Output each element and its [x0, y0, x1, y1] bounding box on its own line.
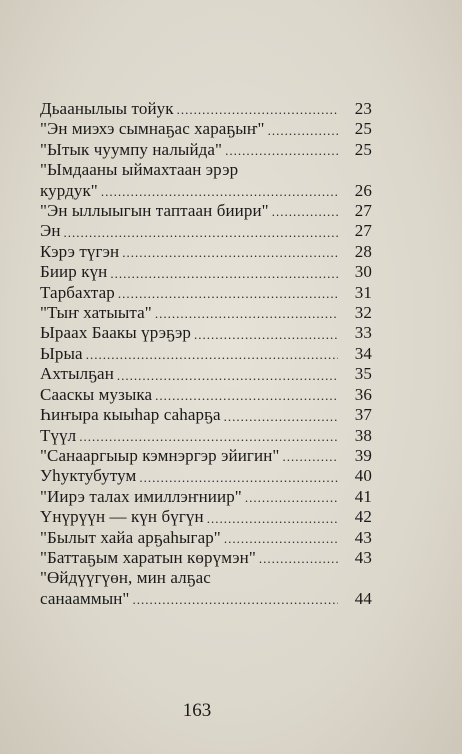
- toc-entry-title-continued: санааммын": [40, 588, 130, 608]
- toc-entry-page: 39: [354, 445, 372, 465]
- dot-leader: [282, 448, 338, 466]
- toc-entry-page: 31: [354, 282, 372, 302]
- toc-entry-title: "Иирэ талах имиллэҥниир": [40, 486, 242, 506]
- toc-entry-page: 38: [354, 425, 372, 445]
- page-number: 163: [182, 700, 212, 721]
- toc-entry-page: 23: [354, 99, 372, 118]
- toc-entry-page: 43: [354, 547, 372, 567]
- dot-leader: [194, 326, 338, 344]
- toc-entry: [40, 446, 372, 466]
- toc-entry: [40, 262, 372, 282]
- toc-entry-title: Ыраах Баакы үрэҕэр: [40, 323, 192, 343]
- toc-entry-title: "Тыҥ хатыыта": [40, 303, 152, 323]
- toc-entry-page: 30: [354, 262, 372, 282]
- dot-leader: [225, 142, 338, 160]
- toc-entry-title: Ырыа: [40, 343, 83, 363]
- toc-entry-title: "Ытык чуумпу налыйда": [40, 139, 223, 159]
- toc-entry-title: Кэрэ түгэн: [40, 241, 120, 261]
- toc-entry: [40, 221, 372, 241]
- toc-entry-title: "Санааргыыр кэмнэргэр эйигин": [40, 445, 280, 465]
- toc-entry: [40, 160, 372, 201]
- dot-leader: [177, 101, 338, 119]
- toc-entry-title: Сааскы музыка: [40, 384, 153, 404]
- toc-entry-page: 43: [354, 527, 372, 547]
- dot-leader: [86, 346, 338, 364]
- dot-leader: [207, 510, 338, 528]
- toc-entry: [40, 303, 372, 323]
- dot-leader: [268, 122, 338, 140]
- toc-entry-page: 25: [354, 139, 372, 159]
- toc-entry: [40, 528, 372, 548]
- toc-entry-title: Һиҥыра кыыһар саһарҕа: [40, 405, 221, 425]
- toc-entry-title: Ахтылҕан: [40, 364, 114, 384]
- dot-leader: [64, 224, 338, 242]
- dot-leader: [110, 265, 338, 283]
- toc-entry-page: 32: [354, 303, 372, 323]
- dot-leader: [139, 469, 338, 487]
- toc-entry: [40, 119, 372, 139]
- toc-entry-page: 37: [354, 405, 372, 425]
- toc-entry-title: "Былыт хайа арҕаһыгар": [40, 527, 221, 547]
- toc-entry: [40, 283, 372, 303]
- toc-entry: [40, 507, 372, 527]
- toc-entry: [40, 344, 372, 364]
- toc-entry-title: "Ымдааны ыймахтаан эрэр: [40, 160, 239, 180]
- toc-entry-title: "Эн миэхэ сымнаҕас хараҕыҥ": [40, 119, 265, 139]
- dot-leader: [118, 285, 338, 303]
- dot-leader: [155, 387, 338, 405]
- toc-entry-title: Үнүрүүн — күн бүгүн: [40, 507, 204, 527]
- toc-entry-page: 44: [354, 588, 372, 608]
- dot-leader: [122, 244, 338, 262]
- dot-leader: [245, 489, 338, 507]
- toc-entry-page: 35: [354, 364, 372, 384]
- toc-entry: [40, 140, 372, 160]
- toc-entry-page: 42: [354, 507, 372, 527]
- toc-entry-title: Биир күн: [40, 262, 108, 282]
- toc-entry-title-continued: курдук": [40, 180, 98, 200]
- toc-entry: [40, 426, 372, 446]
- toc-entry-page: 34: [354, 343, 372, 363]
- toc-entry-page: 40: [354, 466, 372, 486]
- toc-entry-title: Эн: [40, 221, 61, 241]
- table-of-contents: [40, 99, 372, 609]
- toc-entry-page: 25: [354, 119, 372, 139]
- toc-entry: [40, 548, 372, 568]
- toc-entry: [40, 99, 372, 119]
- toc-entry-page: 27: [354, 201, 372, 221]
- toc-entry-title: "Өйдүүгүөн, мин алҕас: [40, 568, 211, 588]
- dot-leader: [132, 591, 338, 609]
- toc-entry-title: Түүл: [40, 425, 77, 445]
- toc-entry: [40, 466, 372, 486]
- toc-entry: [40, 385, 372, 405]
- toc-entry-title: Уһуктубутум: [40, 466, 137, 486]
- dot-leader: [224, 408, 338, 426]
- dot-leader: [79, 428, 338, 446]
- toc-entry-page: 36: [354, 384, 372, 404]
- dot-leader: [259, 550, 338, 568]
- toc-entry: [40, 364, 372, 384]
- toc-entry-page: 41: [354, 486, 372, 506]
- dot-leader: [272, 203, 338, 221]
- toc-entry-page: 28: [354, 241, 372, 261]
- toc-entry-title: Дьаанылыы тойук: [40, 99, 174, 118]
- toc-entry: [40, 242, 372, 262]
- toc-entry-title: Тарбахтар: [40, 282, 115, 302]
- toc-entry-title: "Баттаҕым харатын көрүмэн": [40, 547, 256, 567]
- dot-leader: [224, 530, 338, 548]
- toc-entry: [40, 487, 372, 507]
- toc-entry-title: "Эн ыллыыгын таптаан биири": [40, 201, 269, 221]
- dot-leader: [117, 367, 338, 385]
- toc-entry: [40, 201, 372, 221]
- toc-entry-page: 33: [354, 323, 372, 343]
- toc-entry-page: 27: [354, 221, 372, 241]
- toc-entry: [40, 323, 372, 343]
- dot-leader: [101, 183, 338, 201]
- dot-leader: [155, 305, 338, 323]
- toc-entry: [40, 405, 372, 425]
- toc-entry: [40, 568, 372, 609]
- toc-entry-page: 26: [354, 180, 372, 200]
